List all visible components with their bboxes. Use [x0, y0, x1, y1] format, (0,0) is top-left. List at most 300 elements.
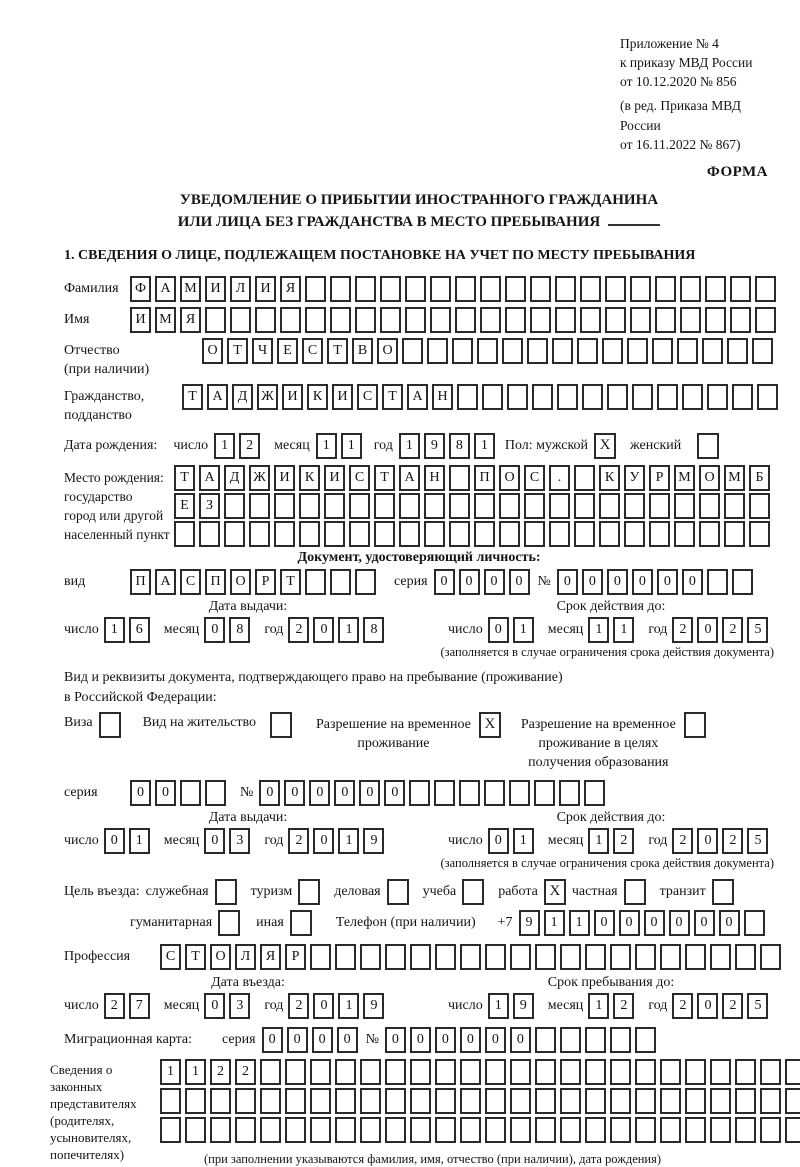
char-cell[interactable]: 1	[474, 433, 495, 459]
char-cell[interactable]	[405, 307, 426, 333]
char-cell[interactable]	[710, 944, 731, 970]
char-cell[interactable]	[260, 1117, 281, 1143]
char-cell[interactable]: Ф	[130, 276, 151, 302]
char-cell[interactable]: 0	[204, 993, 225, 1019]
char-cell[interactable]	[707, 569, 728, 595]
char-cell[interactable]: 9	[363, 828, 384, 854]
char-cell[interactable]: Ж	[257, 384, 278, 410]
temp-permit-education-checkbox[interactable]	[684, 712, 706, 738]
char-cell[interactable]	[299, 493, 320, 519]
char-cell[interactable]: 9	[513, 993, 534, 1019]
char-cell[interactable]	[630, 276, 651, 302]
char-cell[interactable]	[710, 1117, 731, 1143]
char-cell[interactable]	[399, 521, 420, 547]
char-cell[interactable]: 2	[722, 993, 743, 1019]
char-cell[interactable]: 0	[619, 910, 640, 936]
char-cell[interactable]	[524, 521, 545, 547]
char-cell[interactable]: 0	[334, 780, 355, 806]
char-cell[interactable]: М	[724, 465, 745, 491]
char-cell[interactable]	[335, 1059, 356, 1085]
char-cell[interactable]	[480, 276, 501, 302]
visa-checkbox[interactable]	[99, 712, 121, 738]
char-cell[interactable]: А	[199, 465, 220, 491]
char-cell[interactable]: 3	[229, 828, 250, 854]
char-cell[interactable]: 0	[434, 569, 455, 595]
char-cell[interactable]: С	[302, 338, 323, 364]
char-cell[interactable]	[624, 493, 645, 519]
char-cell[interactable]: 0	[385, 1027, 406, 1053]
purpose-humanitarian-checkbox[interactable]	[218, 910, 240, 936]
char-cell[interactable]	[735, 944, 756, 970]
char-cell[interactable]: 0	[607, 569, 628, 595]
char-cell[interactable]: 0	[459, 569, 480, 595]
char-cell[interactable]: 1	[341, 433, 362, 459]
residence-permit-checkbox[interactable]	[270, 712, 292, 738]
char-cell[interactable]	[485, 1059, 506, 1085]
char-cell[interactable]: 1	[544, 910, 565, 936]
char-cell[interactable]: Т	[185, 944, 206, 970]
char-cell[interactable]	[474, 493, 495, 519]
char-cell[interactable]: И	[274, 465, 295, 491]
char-cell[interactable]	[427, 338, 448, 364]
char-cell[interactable]	[185, 1088, 206, 1114]
char-cell[interactable]	[360, 944, 381, 970]
char-cell[interactable]: 1	[185, 1059, 206, 1085]
char-cell[interactable]	[530, 276, 551, 302]
char-cell[interactable]	[760, 944, 781, 970]
char-cell[interactable]: 0	[359, 780, 380, 806]
char-cell[interactable]: И	[332, 384, 353, 410]
char-cell[interactable]: 0	[719, 910, 740, 936]
char-cell[interactable]	[460, 1088, 481, 1114]
char-cell[interactable]: О	[699, 465, 720, 491]
char-cell[interactable]	[374, 493, 395, 519]
char-cell[interactable]	[330, 569, 351, 595]
char-cell[interactable]	[482, 384, 503, 410]
char-cell[interactable]	[460, 1059, 481, 1085]
char-cell[interactable]	[502, 338, 523, 364]
char-cell[interactable]	[335, 1088, 356, 1114]
char-cell[interactable]: 1	[613, 617, 634, 643]
char-cell[interactable]: Л	[235, 944, 256, 970]
char-cell[interactable]	[710, 1059, 731, 1085]
char-cell[interactable]: 2	[239, 433, 260, 459]
char-cell[interactable]: 2	[672, 993, 693, 1019]
char-cell[interactable]	[310, 1117, 331, 1143]
char-cell[interactable]	[555, 276, 576, 302]
char-cell[interactable]	[635, 1088, 656, 1114]
char-cell[interactable]: 0	[460, 1027, 481, 1053]
char-cell[interactable]	[385, 944, 406, 970]
char-cell[interactable]: 0	[262, 1027, 283, 1053]
char-cell[interactable]	[452, 338, 473, 364]
char-cell[interactable]	[599, 521, 620, 547]
char-cell[interactable]	[560, 1027, 581, 1053]
char-cell[interactable]	[499, 521, 520, 547]
char-cell[interactable]: 9	[424, 433, 445, 459]
char-cell[interactable]	[727, 338, 748, 364]
char-cell[interactable]: Ж	[249, 465, 270, 491]
char-cell[interactable]: 9	[519, 910, 540, 936]
char-cell[interactable]	[585, 1117, 606, 1143]
char-cell[interactable]	[632, 384, 653, 410]
char-cell[interactable]	[280, 307, 301, 333]
char-cell[interactable]: К	[299, 465, 320, 491]
char-cell[interactable]	[485, 1117, 506, 1143]
char-cell[interactable]	[324, 493, 345, 519]
char-cell[interactable]	[574, 521, 595, 547]
char-cell[interactable]	[455, 307, 476, 333]
char-cell[interactable]	[755, 276, 776, 302]
char-cell[interactable]	[635, 1059, 656, 1085]
char-cell[interactable]: З	[199, 493, 220, 519]
char-cell[interactable]	[305, 307, 326, 333]
char-cell[interactable]	[235, 1117, 256, 1143]
char-cell[interactable]	[635, 1027, 656, 1053]
char-cell[interactable]	[335, 1117, 356, 1143]
char-cell[interactable]	[560, 1059, 581, 1085]
char-cell[interactable]	[205, 307, 226, 333]
char-cell[interactable]	[574, 493, 595, 519]
char-cell[interactable]	[760, 1088, 781, 1114]
char-cell[interactable]: 0	[204, 828, 225, 854]
char-cell[interactable]	[685, 1088, 706, 1114]
char-cell[interactable]	[785, 1117, 800, 1143]
char-cell[interactable]	[435, 1117, 456, 1143]
char-cell[interactable]: О	[210, 944, 231, 970]
char-cell[interactable]	[480, 307, 501, 333]
char-cell[interactable]	[602, 338, 623, 364]
char-cell[interactable]	[627, 338, 648, 364]
char-cell[interactable]: 0	[594, 910, 615, 936]
char-cell[interactable]	[410, 1088, 431, 1114]
char-cell[interactable]: 1	[104, 617, 125, 643]
char-cell[interactable]: 0	[312, 1027, 333, 1053]
char-cell[interactable]	[410, 1117, 431, 1143]
char-cell[interactable]: Е	[277, 338, 298, 364]
char-cell[interactable]	[685, 1059, 706, 1085]
char-cell[interactable]: С	[357, 384, 378, 410]
char-cell[interactable]: 2	[613, 828, 634, 854]
char-cell[interactable]	[330, 276, 351, 302]
char-cell[interactable]: 1	[488, 993, 509, 1019]
char-cell[interactable]	[380, 276, 401, 302]
char-cell[interactable]	[574, 465, 595, 491]
char-cell[interactable]	[535, 1088, 556, 1114]
char-cell[interactable]: Д	[224, 465, 245, 491]
char-cell[interactable]: Я	[180, 307, 201, 333]
purpose-official-checkbox[interactable]	[215, 879, 237, 905]
char-cell[interactable]: Л	[230, 276, 251, 302]
char-cell[interactable]: С	[349, 465, 370, 491]
char-cell[interactable]	[610, 1059, 631, 1085]
char-cell[interactable]: 7	[129, 993, 150, 1019]
char-cell[interactable]: И	[130, 307, 151, 333]
char-cell[interactable]	[484, 780, 505, 806]
char-cell[interactable]: 1	[513, 617, 534, 643]
char-cell[interactable]	[757, 384, 778, 410]
char-cell[interactable]	[449, 493, 470, 519]
char-cell[interactable]	[735, 1088, 756, 1114]
char-cell[interactable]: Р	[255, 569, 276, 595]
char-cell[interactable]	[199, 521, 220, 547]
char-cell[interactable]: 0	[309, 780, 330, 806]
char-cell[interactable]: 0	[484, 569, 505, 595]
char-cell[interactable]: 0	[384, 780, 405, 806]
char-cell[interactable]: Т	[327, 338, 348, 364]
char-cell[interactable]	[510, 1117, 531, 1143]
char-cell[interactable]	[310, 1059, 331, 1085]
char-cell[interactable]: К	[307, 384, 328, 410]
char-cell[interactable]	[702, 338, 723, 364]
char-cell[interactable]	[355, 569, 376, 595]
char-cell[interactable]	[249, 493, 270, 519]
char-cell[interactable]	[499, 493, 520, 519]
char-cell[interactable]	[360, 1059, 381, 1085]
char-cell[interactable]: Р	[649, 465, 670, 491]
char-cell[interactable]	[724, 521, 745, 547]
char-cell[interactable]	[557, 384, 578, 410]
char-cell[interactable]: 0	[313, 828, 334, 854]
char-cell[interactable]	[549, 493, 570, 519]
char-cell[interactable]: Т	[382, 384, 403, 410]
char-cell[interactable]	[677, 338, 698, 364]
char-cell[interactable]: 1	[399, 433, 420, 459]
char-cell[interactable]: Т	[174, 465, 195, 491]
char-cell[interactable]: 0	[130, 780, 151, 806]
char-cell[interactable]	[424, 493, 445, 519]
char-cell[interactable]	[485, 1088, 506, 1114]
char-cell[interactable]: Я	[260, 944, 281, 970]
purpose-work-checkbox[interactable]: X	[544, 879, 566, 905]
char-cell[interactable]: 1	[316, 433, 337, 459]
char-cell[interactable]: 0	[669, 910, 690, 936]
char-cell[interactable]	[584, 780, 605, 806]
char-cell[interactable]	[185, 1117, 206, 1143]
char-cell[interactable]	[274, 521, 295, 547]
char-cell[interactable]	[559, 780, 580, 806]
char-cell[interactable]	[230, 307, 251, 333]
char-cell[interactable]	[299, 521, 320, 547]
char-cell[interactable]: 0	[644, 910, 665, 936]
char-cell[interactable]: 0	[155, 780, 176, 806]
char-cell[interactable]	[724, 493, 745, 519]
char-cell[interactable]	[732, 384, 753, 410]
char-cell[interactable]	[477, 338, 498, 364]
purpose-study-checkbox[interactable]	[462, 879, 484, 905]
char-cell[interactable]	[449, 521, 470, 547]
char-cell[interactable]: И	[255, 276, 276, 302]
char-cell[interactable]	[680, 307, 701, 333]
char-cell[interactable]	[705, 276, 726, 302]
char-cell[interactable]: 0	[697, 617, 718, 643]
char-cell[interactable]: М	[674, 465, 695, 491]
char-cell[interactable]: Т	[227, 338, 248, 364]
char-cell[interactable]	[730, 307, 751, 333]
char-cell[interactable]: 0	[204, 617, 225, 643]
char-cell[interactable]: 0	[313, 617, 334, 643]
char-cell[interactable]	[527, 338, 548, 364]
char-cell[interactable]: 0	[337, 1027, 358, 1053]
char-cell[interactable]	[224, 521, 245, 547]
char-cell[interactable]: 1	[588, 828, 609, 854]
char-cell[interactable]	[660, 1117, 681, 1143]
char-cell[interactable]	[535, 944, 556, 970]
char-cell[interactable]: 0	[410, 1027, 431, 1053]
char-cell[interactable]: Б	[749, 465, 770, 491]
char-cell[interactable]	[699, 493, 720, 519]
char-cell[interactable]	[355, 307, 376, 333]
char-cell[interactable]: М	[180, 276, 201, 302]
char-cell[interactable]	[599, 493, 620, 519]
char-cell[interactable]	[349, 521, 370, 547]
char-cell[interactable]: С	[160, 944, 181, 970]
char-cell[interactable]: М	[155, 307, 176, 333]
char-cell[interactable]	[260, 1059, 281, 1085]
char-cell[interactable]: В	[352, 338, 373, 364]
char-cell[interactable]: 0	[488, 617, 509, 643]
char-cell[interactable]	[510, 1059, 531, 1085]
char-cell[interactable]: П	[474, 465, 495, 491]
char-cell[interactable]	[680, 276, 701, 302]
gender-female-checkbox[interactable]	[697, 433, 719, 459]
char-cell[interactable]	[707, 384, 728, 410]
char-cell[interactable]	[180, 780, 201, 806]
char-cell[interactable]	[507, 384, 528, 410]
char-cell[interactable]	[699, 521, 720, 547]
char-cell[interactable]: 1	[160, 1059, 181, 1085]
char-cell[interactable]	[210, 1088, 231, 1114]
char-cell[interactable]: Р	[285, 944, 306, 970]
char-cell[interactable]	[305, 569, 326, 595]
char-cell[interactable]: 2	[672, 617, 693, 643]
char-cell[interactable]	[755, 307, 776, 333]
char-cell[interactable]	[585, 1059, 606, 1085]
char-cell[interactable]: 1	[588, 617, 609, 643]
char-cell[interactable]	[474, 521, 495, 547]
char-cell[interactable]	[274, 493, 295, 519]
char-cell[interactable]: С	[180, 569, 201, 595]
gender-male-checkbox[interactable]: X	[594, 433, 616, 459]
char-cell[interactable]: 2	[722, 617, 743, 643]
char-cell[interactable]	[160, 1117, 181, 1143]
char-cell[interactable]	[535, 1027, 556, 1053]
char-cell[interactable]: 2	[288, 993, 309, 1019]
char-cell[interactable]: 8	[229, 617, 250, 643]
char-cell[interactable]	[385, 1059, 406, 1085]
char-cell[interactable]	[730, 276, 751, 302]
char-cell[interactable]: Е	[174, 493, 195, 519]
char-cell[interactable]	[660, 1088, 681, 1114]
char-cell[interactable]	[460, 1117, 481, 1143]
char-cell[interactable]	[174, 521, 195, 547]
char-cell[interactable]: 1	[513, 828, 534, 854]
char-cell[interactable]	[235, 1088, 256, 1114]
char-cell[interactable]: 0	[694, 910, 715, 936]
char-cell[interactable]	[552, 338, 573, 364]
char-cell[interactable]	[610, 1027, 631, 1053]
char-cell[interactable]: А	[155, 276, 176, 302]
char-cell[interactable]: К	[599, 465, 620, 491]
char-cell[interactable]: 2	[104, 993, 125, 1019]
char-cell[interactable]	[505, 307, 526, 333]
char-cell[interactable]	[310, 944, 331, 970]
char-cell[interactable]: 0	[582, 569, 603, 595]
char-cell[interactable]	[457, 384, 478, 410]
char-cell[interactable]: 0	[697, 828, 718, 854]
char-cell[interactable]	[255, 307, 276, 333]
char-cell[interactable]	[535, 1117, 556, 1143]
char-cell[interactable]: 0	[104, 828, 125, 854]
char-cell[interactable]: 2	[613, 993, 634, 1019]
char-cell[interactable]: 5	[747, 828, 768, 854]
char-cell[interactable]: О	[202, 338, 223, 364]
char-cell[interactable]: А	[207, 384, 228, 410]
char-cell[interactable]: 2	[722, 828, 743, 854]
char-cell[interactable]: 1	[569, 910, 590, 936]
char-cell[interactable]: И	[282, 384, 303, 410]
char-cell[interactable]: 8	[449, 433, 470, 459]
char-cell[interactable]: 1	[129, 828, 150, 854]
char-cell[interactable]: И	[324, 465, 345, 491]
char-cell[interactable]: О	[230, 569, 251, 595]
char-cell[interactable]: 1	[338, 828, 359, 854]
char-cell[interactable]	[735, 1117, 756, 1143]
char-cell[interactable]	[732, 569, 753, 595]
char-cell[interactable]	[585, 944, 606, 970]
char-cell[interactable]	[580, 307, 601, 333]
char-cell[interactable]: 3	[229, 993, 250, 1019]
char-cell[interactable]	[459, 780, 480, 806]
char-cell[interactable]	[585, 1027, 606, 1053]
char-cell[interactable]: С	[524, 465, 545, 491]
char-cell[interactable]: О	[499, 465, 520, 491]
char-cell[interactable]	[430, 307, 451, 333]
char-cell[interactable]	[460, 944, 481, 970]
purpose-private-checkbox[interactable]	[624, 879, 646, 905]
char-cell[interactable]: 0	[313, 993, 334, 1019]
char-cell[interactable]	[305, 276, 326, 302]
char-cell[interactable]	[349, 493, 370, 519]
char-cell[interactable]	[649, 521, 670, 547]
char-cell[interactable]: 0	[435, 1027, 456, 1053]
char-cell[interactable]	[310, 1088, 331, 1114]
char-cell[interactable]	[605, 307, 626, 333]
char-cell[interactable]	[674, 521, 695, 547]
char-cell[interactable]	[385, 1088, 406, 1114]
char-cell[interactable]	[449, 465, 470, 491]
char-cell[interactable]	[749, 493, 770, 519]
char-cell[interactable]	[657, 384, 678, 410]
char-cell[interactable]	[509, 780, 530, 806]
char-cell[interactable]	[610, 1088, 631, 1114]
char-cell[interactable]: 0	[657, 569, 678, 595]
char-cell[interactable]: 2	[288, 617, 309, 643]
char-cell[interactable]	[505, 276, 526, 302]
char-cell[interactable]	[685, 944, 706, 970]
char-cell[interactable]	[635, 1117, 656, 1143]
char-cell[interactable]	[435, 1088, 456, 1114]
char-cell[interactable]: 0	[287, 1027, 308, 1053]
char-cell[interactable]	[160, 1088, 181, 1114]
char-cell[interactable]	[685, 1117, 706, 1143]
char-cell[interactable]	[605, 276, 626, 302]
char-cell[interactable]: Я	[280, 276, 301, 302]
char-cell[interactable]	[435, 1059, 456, 1085]
char-cell[interactable]: П	[205, 569, 226, 595]
char-cell[interactable]	[374, 521, 395, 547]
char-cell[interactable]: .	[549, 465, 570, 491]
